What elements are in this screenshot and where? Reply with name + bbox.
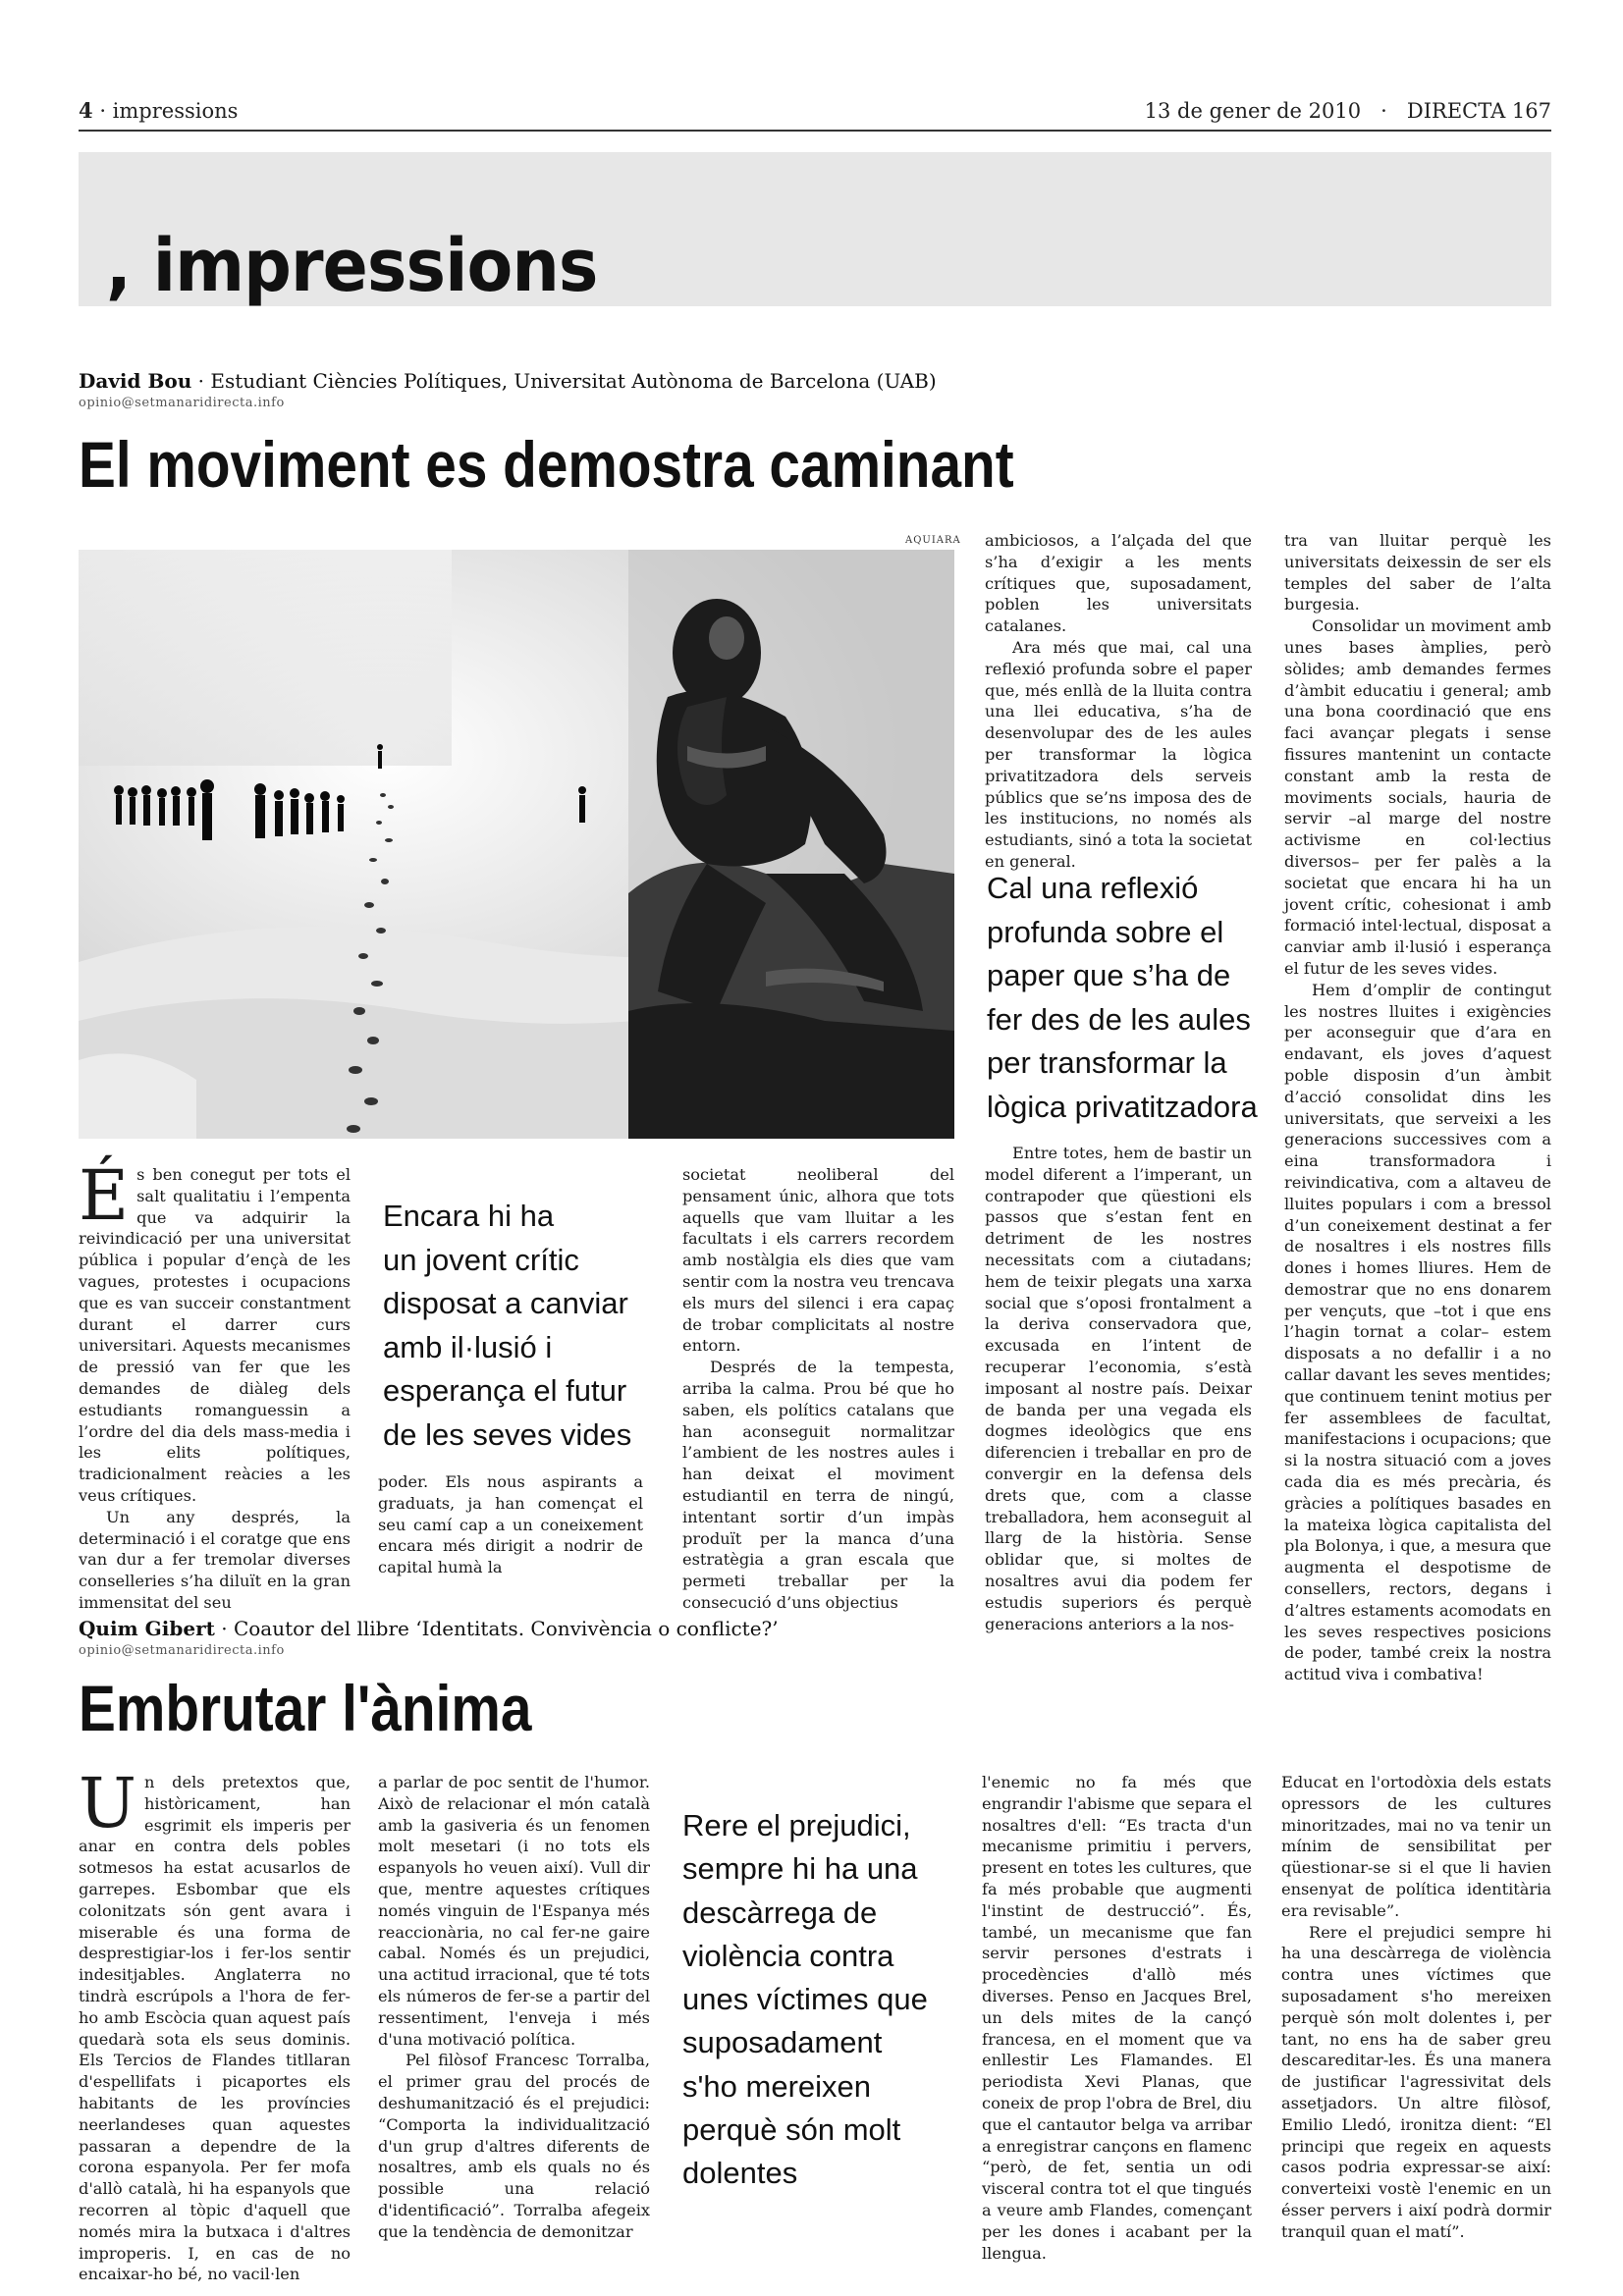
article1-paragraph: tra van lluitar perquè les universitats deixessin de ser els temples del saber de l’alta burgesia. [1284,531,1551,614]
article1-pullquote-1: Encara hi ha un jovent crític disposat a canviar amb il·lusió i esperança el futur de les seves vides [383,1199,632,1452]
separator-dot: · [1367,99,1401,123]
article2-author-role: Coautor del llibre ‘Identitats. Convivència o conflicte?’ [233,1617,779,1640]
header-section: impressions [112,99,239,123]
article1-paragraph: Ara més que mai, cal una reflexió profunda sobre el paper que, més enllà de la lluita contra una llei educativa, s’ha de desenvolupar des de les aules per transformar la lògica privatitzadora dels serveis públics que se’ns imposa des de les institucions, no només als estudiants, sinó a tota la societat en general. [985,637,1252,871]
article1-column-3 [682,1164,954,1614]
article1-email: opinio@setmanaridirecta.info [79,396,285,410]
article1-paragraph: societat neoliberal del pensament únic, alhora que tots aquells que vam lluitar a les facultats i els carrers recordem amb nostàlgia els dies que vam sentir com la nostra veu trencava els murs del silenci i era capaç de trobar complicitats al nostre entorn. [682,1165,954,1356]
article2-paragraph: a parlar de poc sentit de l'humor. Això de relacionar el món català amb la gasiveria és un fenomen molt mesetari (i no tots els espanyols ho veuen així). Vull dir que, mentre aquestes crítiques només vinguin de l'Espanya més reaccionària, no cal fer-ne gaire cabal. Només és un prejudici, una actitud irracional, que té tots els números de fer-se a partir del ressentiment, l'enveja i més d'una motivació política. [378,1773,650,2049]
article1-author: David Bou [79,369,192,393]
article1-column-1 [79,1155,351,1614]
article2-pullquote: Rere el prejudici, sempre hi ha una descàrrega de violència contra unes víctimes que suposadament s'ho mereixen perquè són molt dolentes [682,1808,928,2191]
article1-paragraph: Consolidar un moviment amb unes bases àmplies, però sòlides; amb demandes fermes d’àmbit educatiu i general; amb una bona coordinació que ens faci avançar plegats i sense fissures mantenint un contacte constant amb la resta de moviments socials, hauria de servir –al marge del nostre activisme en col·lectius diversos– per fer palès a la societat que encara hi ha un jovent crític, cohesionat i amb formació intel·lectual, disposat a canviar amb il·lusió i esperança el futur de les seves vides. [1284,616,1551,978]
article1-byline [79,368,937,394]
article2-paragraph: l'enemic no fa més que engrandir l'abisme que separa el nosaltres d'ell: “Es tracta d'un mecanisme primitiu i pervers, present en totes les cultures, que fa més probable que augmenti l'instint de destrucció”. És, també, un mecanisme que fan servir persones d'estrats i procedències d'allò més diverses. Penso en Jacques Brel, un dels mites de la cançó francesa, en el moment que va enllestir Les Flamandes. El periodista Xevi Planas, que coneix de prop l'obra de Brel, diu que el cantautor belga va arribar a enregistrar cançons en flamenc “però, de fet, sentia un odi visceral contra tot el que tingués a veure amb Flandes, començant per les dones i acabant per la llengua. [982,1773,1252,2263]
article1-column-2 [378,1471,643,1578]
article1-paragraph: Hem d’omplir de contingut les nostres lluites i exigències per aconseguir que d’ara en endavant, els joves d’aquest poble disposin d’un àmbit d’acció consolidat dins les universitats, que serveixi a les generacions successives com a eina transformadora i reivindicativa, com a altaveu de lluites populars i com a bressol d’un coneixement destinat a fer de nosaltres i els nostres fills dones i homes lliures. Hem de demostrar que no ens donarem per vençuts, que –tot i que ens l’hagin tornat a colar– estem disposats a no defallir i a no callar davant les seves mentides; que continuem tenint motius per fer assemblees de facultat, manifestacions i ocupacions; que si la nostra situació com a joves cada dia es més precària, és gràcies a polítiques basades en la mateixa lògica capitalista del pla Bolonya, i que, a mesura que augmenta el despotisme de consellers, rectors, degans i d’altres estaments acomodats en les seves respectives posicions de poder, també creix la nostra actitud viva i combativa! [1284,980,1551,1684]
article2-email: opinio@setmanaridirecta.info [79,1643,285,1658]
article-illustration [79,550,954,1139]
article1-column-5 [1284,530,1551,1685]
article2-paragraph: Educat en l'ortodòxia dels estats opressors de les cultures minoritzades, mai no va tenir un mínim de sensibilitat per qüestionar-se si el que li havien ensenyat de política identitària era revisable”. [1281,1773,1551,1920]
photo-credit: AQUIARA [905,535,961,546]
article2-column-4 [982,1772,1252,2264]
article2-column-2 [378,1772,650,2243]
dropcap: U [79,1763,136,1843]
article1-column-4-top [985,530,1252,873]
article2-paragraph: Rere el prejudici sempre hi ha una descàrrega de violència contra unes víctimes que suposadament s'ho mereixen perquè són molt dolentes i, per tant, no ens ha de saber greu descareditar-les. És una manera de justificar l'agressivitat dels assetjadors. Un altre filòsof, Emilio Lledó, ironitza dient: “El principi que regeix en aquests casos podria expressar-se així: converteixi vostè l'enemic en un ésser pervers i així podrà dormir tranquil quan el matí”. [1281,1922,1551,2241]
article1-paragraph: ambiciosos, a l’alçada del que s’ha d’exigir a les ments crítiques que, suposadament, poblen les universitats catalanes. [985,531,1252,636]
article2-author: Quim Gibert [79,1617,215,1640]
article2-byline [79,1616,779,1641]
page-header-right [1145,98,1551,124]
article2-column-1 [79,1763,351,2285]
article1-headline: El moviment es demostra caminant [79,428,1014,501]
separator-dot: · [197,369,211,393]
article2-column-5 [1281,1772,1551,2243]
article1-paragraph: Entre totes, hem de bastir un model diferent a l’imperant, un contrapoder que qüestioni els passos que s’estan fent en detriment de les nostres necessitats com a ciutadans; hem de teixir plegats una xarxa social que s’oposi frontalment a la deriva conservadora que, excusada en l’intent de recuperar l’economia, s’està imposant al nostre país. Deixar de banda per una vegada els dogmes ideològics que ens diferencien i treballar en pro de convergir en la defensa dels drets que, com a classe treballadora, hem aconseguit al llarg de la història. Sense oblidar que, si moltes de nosaltres avui dia podem fer estudis superiors és perquè generacions anteriors a la nos- [985,1144,1252,1633]
page-header-left [79,98,238,124]
article1-paragraph: poder. Els nous aspirants a graduats, ja han començat el seu camí cap a un coneixement encara més dirigit a nodrir de capital humà la [378,1472,643,1577]
thinker-collage-image [79,550,954,1139]
article1-author-role: Estudiant Ciències Polítiques, Universitat Autònoma de Barcelona (UAB) [210,369,937,393]
page-number: 4 [79,98,93,123]
article2-paragraph: Un dels pretextos que, històricament, han esgrimit els imperis per anar en contra dels pobles sotmesos ha estat acusarlos de garrepes. Esbombar que els colonitzats són gent avara i miserable és una forma de desprestigiar-los i fer-los sentir indesitjables. Anglaterra no tindrà escrúpols a l'hora de fer-ho amb Escòcia quan aquest país quedarà sota els seus dominis. Els Tercios de Flandes titllaran d'espellifats i picaportes els habitants de les províncies neerlandeses quan aquestes passaran a dependre de la corona espanyola. Per fer mofa d'allò català, hi ha espanyols que recorren al tòpic d'aquell que només mira la butxaca i d'altres improperis. I, en cas de no encaixar-ho bé, no vacil·len [79,1763,351,2284]
article1-paragraph: Un any després, la determinació i el coratge que ens van dur a fer tremolar diverses conselleries s’ha diluït en la gran immensitat del seu [79,1507,351,1612]
separator-dot: · [221,1617,234,1640]
article1-pullquote-2: Cal una reflexió profunda sobre el paper que s’ha de fer des de les aules per transformar la lògica privatitzadora [987,871,1258,1124]
article1-paragraph: Després de la tempesta, arriba la calma. Prou bé que ho saben, els polítics catalans que han aconseguit normalitzar l’ambient de les nostres aules i han deixat el moviment estudiantil en terra de ningú, intentant sortir d’un impàs produït per la manca d’una estratègia a gran escala que permeti treballar per la consecució d’uns objectius [682,1358,954,1612]
header-date: 13 de gener de 2010 [1144,99,1362,123]
article1-column-4-bottom [985,1143,1252,1634]
header-publication: DIRECTA 167 [1406,99,1551,123]
article2-paragraph: Pel filòsof Francesc Torralba, el primer grau del procés de deshumanització és el prejudici: “Comporta la individualització d'un grup d'altres diferents de nosaltres, amb els quals no és possible una relació d'identificació”. Torralba afegeix que la tendència de demonitzar [378,2051,650,2241]
section-title: , impressions [106,224,598,308]
dropcap: É [79,1155,130,1236]
article2-headline: Embrutar l'ànima [79,1672,532,1744]
article1-paragraph: És ben conegut per tots el salt qualitatiu i l’empenta que va adquirir la reivindicació per una universitat pública i popular d’ençà de les vagues, protestes i ocupacions que es van succeir constantment durant el darrer curs universitari. Aquests mecanismes de pressió van fer que les demandes de diàleg dels estudiants romanguessin a l’ordre del dia dels mass-media i les elits polítiques, tradicionalment reàcies a les veus crítiques. [79,1155,351,1505]
header-rule [79,130,1551,132]
separator-dot: · [99,99,113,123]
